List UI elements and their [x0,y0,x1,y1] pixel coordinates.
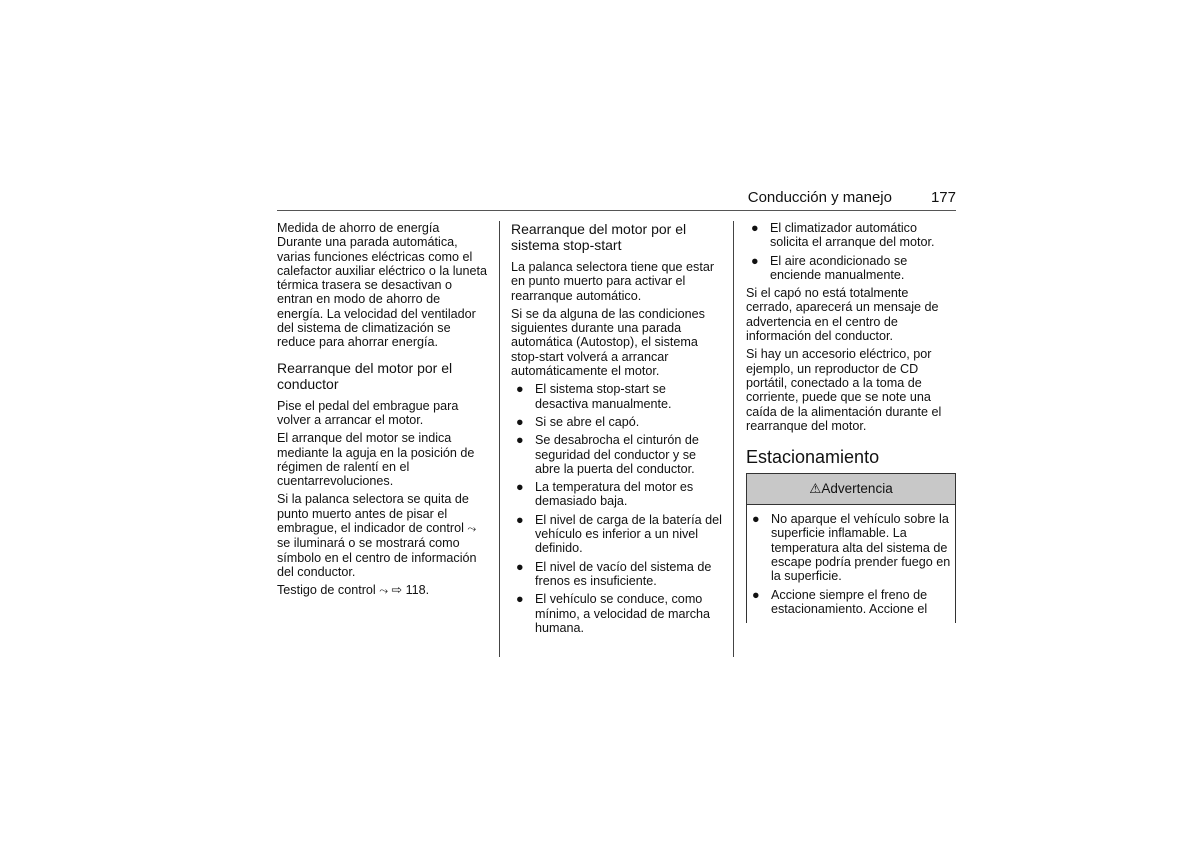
warning-title: Advertencia [821,481,893,497]
stop-start-control-icon: ⤳ [379,585,389,598]
warning-triangle-icon: ⚠ [809,481,822,497]
section-heading-driver-restart: Rearranque del motor por el conductor [277,359,453,392]
page-reference-link[interactable]: 118. [405,583,430,598]
paragraph: El arranque del motor se indica mediante la aguja en la posición de régimen de ralentí en el cuentarrevoluciones. [277,431,475,489]
bullet-icon: ● [752,512,760,527]
paragraph: Durante una parada automática, varias funciones eléctricas como el calefactor auxiliar eléctrico o la luneta térmica trasera se desactivan o entran en modo de ahorro de energía. La velocidad del ventilador del sistema de climatización se reduce para ahorrar energía. [277,235,488,350]
list-item: ● No aparque el vehículo sobre la superficie inflamable. La temperatura alta del sistema de escape podría prender fuego en la superficie. [752,512,951,584]
bullet-icon: ● [516,433,524,448]
column-divider-left [499,221,500,657]
list-item: ● El aire acondicionado se enciende manualmente. [751,253,908,282]
list-item: ● El climatizador automático solicita el arranque del motor. [751,221,935,250]
warning-header [747,474,955,505]
bullet-icon: ● [751,221,759,235]
paragraph: Pise el pedal del embrague para volver a arrancar el motor. [277,398,459,427]
page-header [277,189,956,211]
bullet-icon: ● [752,587,760,602]
paragraph: Si hay un accesorio eléctrico, por ejemplo, un reproductor de CD portátil, conectado a la toma de corriente, puede que se note una caída de la alimentación durante el rearranque del motor. [746,347,942,433]
paragraph: Si el capó no está totalmente cerrado, aparecerá un mensaje de advertencia en el centro de información del conductor. [746,286,939,344]
chapter-title: Conducción y manejo [747,189,892,206]
paragraph: Si la palanca selectora se quita de punto muerto antes de pisar el embrague, el indicador de control ⤳ se iluminará o se mostrará como símbolo en el centro de información del conductor. [277,492,477,579]
list-item: ● Accione siempre el freno de estacionamiento. Accione el [752,587,928,616]
list-item: ● El sistema stop-start se desactiva manualmente. [516,382,672,411]
warning-box [746,473,956,623]
reference-arrow-icon: ⇨ [391,583,403,598]
bullet-icon: ● [516,382,524,397]
list-item: ● El nivel de vacío del sistema de frenos es insuficiente. [516,559,712,588]
paragraph: La palanca selectora tiene que estar en punto muerto para activar el rearranque automático. [511,260,715,303]
list-item: ● Se desabrocha el cinturón de seguridad del conductor y se abre la puerta del conductor. [516,433,699,476]
column-1 [277,221,489,603]
bullet-icon: ● [516,480,524,495]
warning-list [747,512,955,616]
paragraph: Si se da alguna de las condiciones siguientes durante una parada automática (Autostop), el sistema stop-start volverá a arrancar automáticamente el motor. [511,306,705,379]
section-heading-system-restart: Rearranque del motor por el sistema stop-start [511,221,687,253]
bullet-icon: ● [516,512,524,527]
column-3 [746,221,956,623]
condition-list [511,382,722,635]
warning-body [746,505,955,623]
subheading-energy-saving: Medida de ahorro de energía [277,221,440,235]
list-item: ● El vehículo se conduce, como mínimo, a velocidad de marcha humana. [516,592,710,635]
list-item: ● El nivel de carga de la batería del vehículo es inferior a un nivel definido. [516,512,722,556]
paragraph-reference: Testigo de control ⤳ ⇨ 118. [277,583,430,598]
stop-start-control-icon: ⤳ [467,523,477,536]
column-divider-right [733,221,734,657]
bullet-icon: ● [516,559,524,574]
condition-list-continued [746,221,956,282]
bullet-icon: ● [516,414,524,429]
section-heading-parking: Estacionamiento [746,447,880,468]
page-number: 177 [930,189,956,206]
list-item: ● Si se abre el capó. [516,414,640,429]
bullet-icon: ● [516,592,524,607]
bullet-icon: ● [751,253,759,268]
column-2 [511,221,722,639]
list-item: ● La temperatura del motor es demasiado baja. [516,480,694,509]
